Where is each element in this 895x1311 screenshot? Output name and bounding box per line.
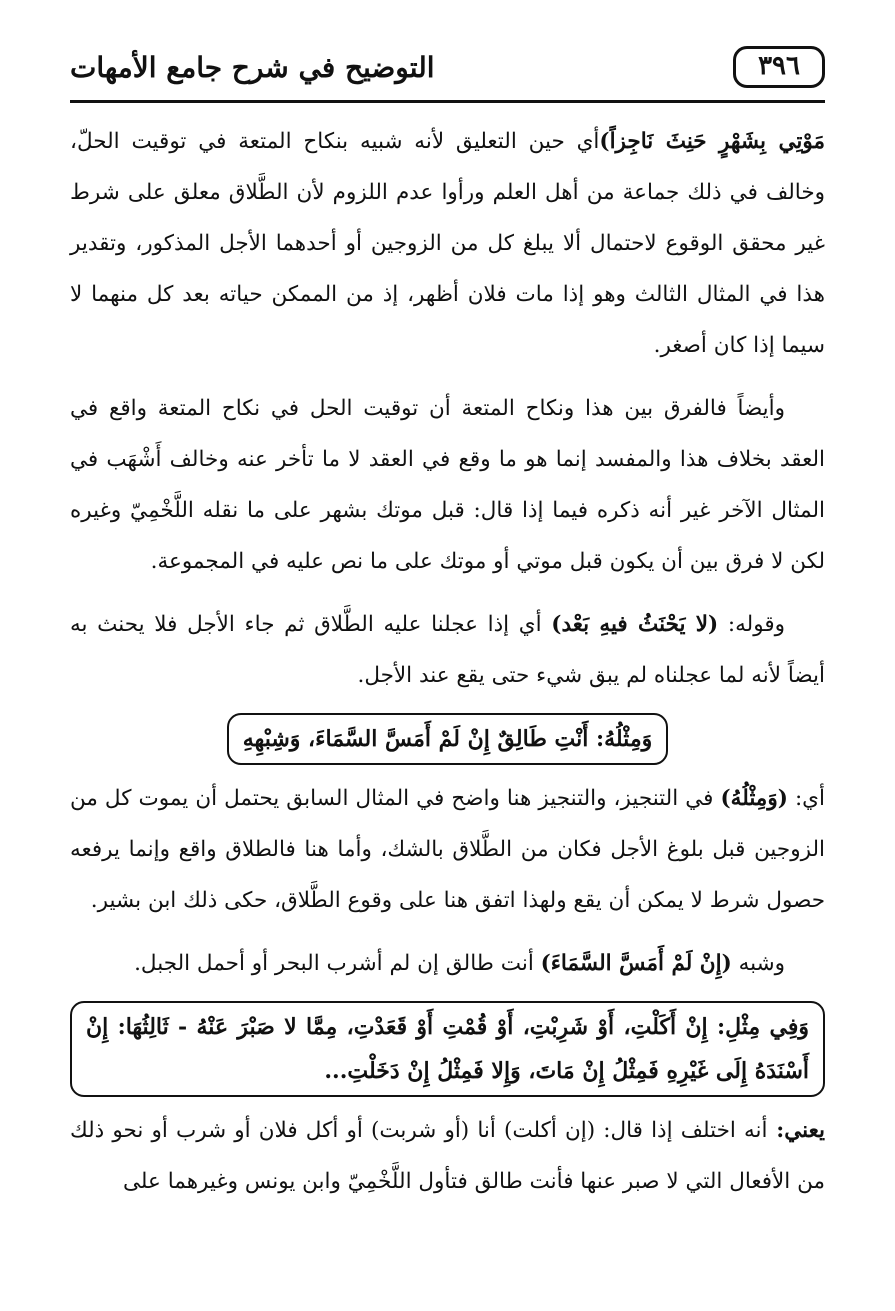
matn-quote: مَوْتِي بِشَهْرٍ حَنِثَ نَاجِزاً): [599, 129, 825, 154]
matn-box-2: وَفِي مِثْلِ: إِنْ أَكَلْتِ، أَوْ شَرِبْتِ، أَوْ قُمْتِ أَوْ قَعَدْتِ، مِمَّا لا صَبْرَ عَنْهُ - ثَالِثُهَا: إِنْ أَسْنَدَهُ إِلَى غَيْرِهِ فَمِثْلُ إِنْ مَاتَ، وَإِلا فَمِثْلُ إِنْ دَخَلْتِ...: [70, 1001, 825, 1097]
lead-text: وقوله:: [718, 612, 785, 637]
commentary-text: أنه اختلف إذا قال: (إن أكلت) أنا (أو شربت) أو أكل فلان أو شرب أو نحو ذلك من الأفعال التي لا صبر عنها فأنت طالق فتأول اللَّخْمِيّ وابن يونس وغيرهما على: [70, 1118, 825, 1194]
lead-text: أي:: [787, 786, 825, 811]
commentary-text: في التنجيز، والتنجيز هنا واضح في المثال السابق يحتمل أن يموت كل من الزوجين قبل بلوغ الأجل فكان من الطَّلاق بالشك، وأما هنا فالطلاق واقع وإنما يرفعه حصول شرط لا يمكن أن يقع ولهذا اتفق هنا على وقوع الطَّلاق، حكى ذلك ابن بشير.: [70, 786, 825, 913]
matn-quote: (إِنْ لَمْ أَمَسَّ السَّمَاءَ): [540, 951, 732, 976]
paragraph-5: [70, 938, 825, 989]
page-number: ٣٩٦: [733, 46, 825, 88]
paragraph-4: [70, 773, 825, 926]
paragraph-1: [70, 116, 825, 371]
lead-text: يعني:: [767, 1118, 826, 1143]
paragraph-2: وأيضاً فالفرق بين هذا ونكاح المتعة أن توقيت الحل في نكاح المتعة واقع في العقد بخلاف هذا والمفسد إنما هو ما وقع في العقد لا ما تأخر عنه وخالف أَشْهَب في المثال الآخر غير أنه ذكره فيما إذا قال: قبل موتك بشهر على ما نقله اللَّخْمِيّ وغيره لكن لا فرق بين أن يكون قبل موتي أو موتك على ما نص عليه في المجموعة.: [70, 396, 825, 574]
lead-text: وشبه: [731, 951, 785, 976]
matn-quote: (وَمِثْلُهُ): [720, 786, 788, 811]
commentary-text: أي حين التعليق لأنه شبيه بنكاح المتعة في توقيت الحلّ، وخالف في ذلك جماعة من أهل العلم ورأوا عدم اللزوم لأن الطَّلاق معلق على شرط غير محقق الوقوع لاحتمال ألا يبلغ كل من الزوجين أو أحدهما الأجل المذكور، وتقدير هذا في المثال الثالث وهو إذا مات فلان أظهر، إذ من الممكن حياته بعد كل منهما لا سيما إذا كان أصغر.: [70, 129, 825, 358]
page-body: [70, 116, 825, 1303]
matn-quote: (لا يَحْنَثُ فيهِ بَعْد): [551, 612, 719, 637]
book-title: التوضيح في شرح جامع الأمهات: [70, 50, 435, 84]
page-header: [70, 40, 825, 103]
matn-box-1: وَمِثْلُهُ: أَنْتِ طَالِقٌ إِنْ لَمْ أَمَسَّ السَّمَاءَ، وَشِبْهِهِ: [227, 713, 668, 765]
commentary-text: أي إذا عجلنا عليه الطَّلاق ثم جاء الأجل فلا يحنث به أيضاً لأنه لما عجلناه لم يبق شيء حتى يقع عند الأجل.: [70, 612, 825, 688]
paragraph-6: [70, 1105, 825, 1207]
paragraph-3: [70, 599, 825, 701]
commentary-text: أنت طالق إن لم أشرب البحر أو أحمل الجبل.: [134, 951, 541, 976]
